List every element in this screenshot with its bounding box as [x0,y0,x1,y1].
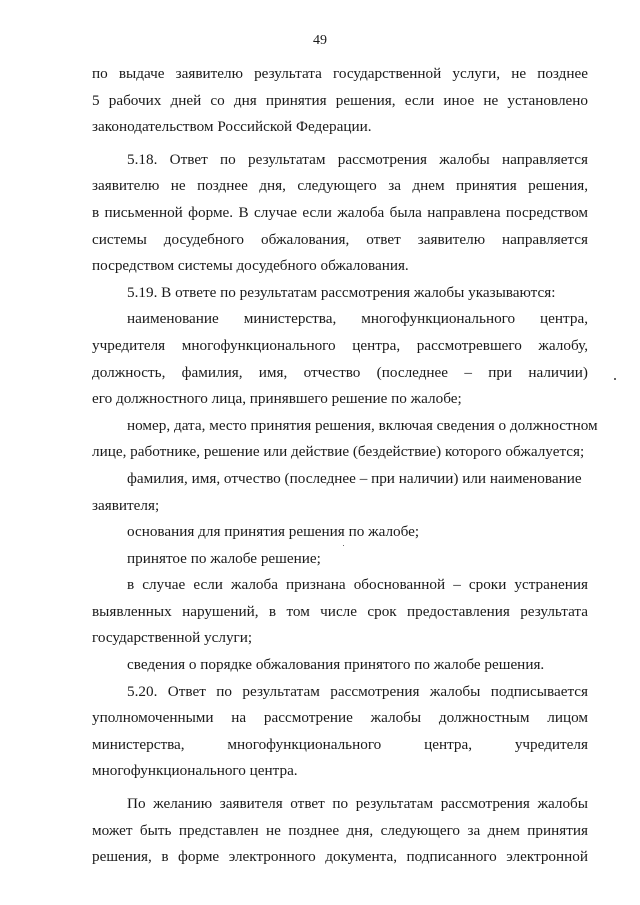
text-line: его должностного лица, принявшего решение по жалобе; [92,390,462,408]
text-line: в письменной форме. В случае если жалоба была направлена посредством [92,203,588,221]
text-line: министерства, многофункционального центра, учредителя [92,735,588,753]
text-line: лице, работнике, решение или действие (бездействие) которого обжалуется; [92,443,585,461]
text-line: 5.18. Ответ по результатам рассмотрения жалобы направляется [127,150,588,168]
scan-speck [614,378,616,380]
text-line: должность, фамилия, имя, отчество (последнее – при наличии) [92,363,588,381]
text-line: многофункционального центра. [92,762,298,780]
text-line: 5 рабочих дней со дня принятия решения, если иное не установлено [92,91,588,109]
page-number: 49 [313,33,327,48]
text-line: решения, в форме электронного документа, подписанного электронной [92,848,588,866]
text-line: может быть представлен не позднее дня, следующего за днем принятия [92,821,588,839]
text-line: государственной услуги; [92,629,253,647]
text-line: фамилия, имя, отчество (последнее – при наличии) или наименование [127,469,582,487]
text-line: системы досудебного обжалования, ответ заявителю направляется [92,230,588,248]
text-line: учредителя многофункционального центра, рассмотревшего жалобу, [92,336,588,354]
text-line: сведения о порядке обжалования принятого по жалобе решения. [127,656,545,674]
text-line: законодательством Российской Федерации. [92,118,372,136]
text-line: посредством системы досудебного обжалования. [92,257,409,275]
text-line: выявленных нарушений, в том числе срок предоставления результата [92,602,588,620]
text-line: уполномоченными на рассмотрение жалобы должностным лицом [92,709,588,727]
text-line: 5.19. В ответе по результатам рассмотрения жалобы указываются: [127,283,556,301]
text-line: заявителю не позднее дня, следующего за днем принятия решения, [92,177,588,195]
text-line: в случае если жалоба признана обоснованной – сроки устранения [127,576,588,594]
text-line: принятое по жалобе решение; [127,549,321,567]
text-line: по выдаче заявителю результата государственной услуги, не позднее [92,65,588,82]
text-line: наименование министерства, многофункционального центра, [127,310,588,328]
document-body [92,61,598,871]
scan-speck [343,545,344,546]
text-line: заявителя; [92,496,160,514]
text-line: По желанию заявителя ответ по результатам рассмотрения жалобы [127,795,588,813]
text-line: основания для принятия решения по жалобе; [127,523,420,541]
text-line: 5.20. Ответ по результатам рассмотрения жалобы подписывается [127,682,588,700]
text-line: номер, дата, место принятия решения, включая сведения о должностном [127,416,598,434]
